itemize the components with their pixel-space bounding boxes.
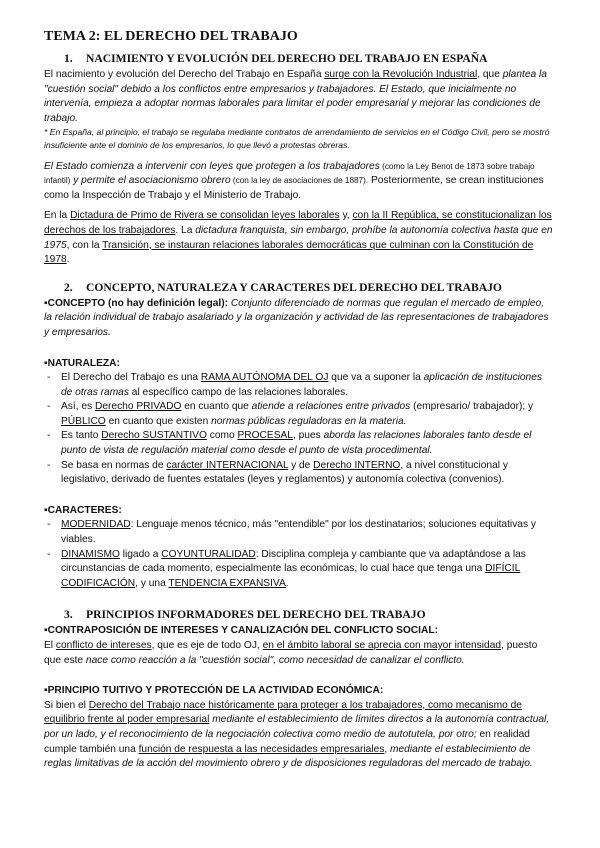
italic-text: aborda las relaciones laborales tanto desde el punto de vista de regulación material como desde el punto de vista procedimental. bbox=[61, 430, 532, 457]
text-run: , a nivel constitucional y legislativo, derivado de fuentes estatales (leyes y reglamentos) y autonomía colectiva (convenios). bbox=[61, 459, 508, 486]
underlined-text: DIFÍCIL CODIFICACIÓN bbox=[61, 563, 521, 589]
italic-text: plantea la "cuestión social" debido a los conflictos entre empresarios y trabajadores. El Estado, que inicialmente no intervenía, empieza a adoptar normas laborales para limitar el poder empresarial y mejorar las condiciones de trabajo. bbox=[44, 69, 547, 124]
italic-text: normas públicas reguladoras en la materia. bbox=[211, 415, 407, 427]
list-item bbox=[44, 518, 554, 547]
text-run: El bbox=[44, 640, 56, 651]
contraposicion-label: ▪CONTRAPOSICIÓN DE INTERESES Y CANALIZACIÓN DEL CONFLICTO SOCIAL: bbox=[44, 625, 438, 637]
s1-paragraph-1 bbox=[44, 68, 554, 126]
text-run: En la bbox=[44, 210, 71, 222]
underlined-text: Derecho SUSTANTIVO bbox=[101, 430, 207, 442]
concepto-label: ▪CONCEPTO (no hay definición legal): bbox=[44, 297, 228, 309]
concepto-paragraph bbox=[44, 297, 554, 341]
small-text: (con la ley de asociaciones de 1887). bbox=[230, 176, 369, 186]
underlined-text: surge con la Revolución Industrial bbox=[324, 69, 478, 80]
underlined-text: conflicto de intereses bbox=[55, 640, 152, 651]
italic-text: aplicación de instituciones de otras ramas bbox=[61, 372, 542, 398]
text-run: y, bbox=[339, 210, 353, 222]
italic-text: mediante el establecimiento de reglas limitativas de la acción del movimiento obrero y de disposiciones reguladoras del mercado de trabajo. bbox=[44, 743, 533, 770]
underlined-text: RAMA AUTÓNOMA DEL OJ bbox=[200, 372, 329, 384]
section-3-title: PRINCIPIOS INFORMADORES DEL DERECHO DEL TRABAJO bbox=[86, 608, 426, 622]
section-3-heading bbox=[44, 607, 554, 622]
document-page bbox=[44, 28, 554, 772]
underlined-text: en el ámbito laboral se aprecia con mayor intensidad bbox=[262, 640, 502, 651]
contraposicion-paragraph bbox=[44, 639, 554, 668]
text-run: en cuanto que existen bbox=[105, 415, 212, 427]
text-run: ligado a bbox=[119, 548, 162, 560]
underlined-text: carácter INTERNACIONAL bbox=[166, 459, 289, 471]
underlined-text: Derecho del Trabajo nace históricamente para proteger a los trabajadores, como mecanismo de equilibrio frente al poder empresarial bbox=[44, 699, 522, 726]
text-run: que va a suponer la bbox=[328, 372, 424, 384]
text-run: (empresario/ trabajador); y bbox=[410, 401, 534, 413]
text-run: Posteriormente, se crean instituciones como la Inspección de Trabajo y el Ministerio de Trabajo. bbox=[44, 175, 544, 201]
section-2-number: 2. bbox=[64, 280, 73, 294]
text-run: El Derecho del Trabajo es una bbox=[61, 372, 201, 384]
s1-paragraph-3 bbox=[44, 209, 554, 267]
text-run: en cuanto que bbox=[181, 401, 252, 413]
naturaleza-label: ▪NATURALEZA: bbox=[44, 357, 120, 369]
tuitivo-label: ▪PRINCIPIO TUITIVO Y PROTECCIÓN DE LA ACTIVIDAD ECONÓMICA: bbox=[44, 685, 384, 697]
underlined-text: DINAMISMO bbox=[61, 548, 120, 560]
text-run: , que es eje de todo OJ, bbox=[151, 640, 263, 651]
list-item bbox=[44, 429, 554, 458]
italic-text: atiende a relaciones entre privados bbox=[251, 401, 411, 413]
text-run: al específico campo de las relaciones laborales. bbox=[128, 386, 349, 398]
caracteres-label: ▪CARACTERES: bbox=[44, 504, 122, 516]
text-run: Se basa en normas de bbox=[61, 459, 167, 471]
text-run: , que bbox=[477, 69, 503, 80]
section-3-number: 3. bbox=[64, 608, 73, 622]
section-1-number: 1. bbox=[64, 52, 73, 65]
text-run: como bbox=[206, 430, 238, 442]
underlined-text: función de respuesta a las necesidades empresariales bbox=[138, 743, 385, 755]
document-title: TEMA 2: EL DERECHO DEL TRABAJO bbox=[44, 29, 298, 44]
text-run: : Lenguaje menos técnico, más "entendible" por los destinatarios; soluciones equitativas y viables. bbox=[61, 519, 536, 546]
section-1-heading bbox=[44, 51, 554, 66]
italic-text: nace como reacción a la "cuestión social", como necesidad de canalizar el conflicto. bbox=[85, 654, 465, 666]
underlined-text: COYUNTURALIDAD bbox=[161, 548, 256, 560]
underlined-text: PÚBLICO bbox=[61, 415, 106, 427]
underlined-text: TENDENCIA EXPANSIVA bbox=[168, 577, 286, 589]
section-2-title: CONCEPTO, NATURALEZA Y CARACTERES DEL DERECHO DEL TRABAJO bbox=[86, 280, 502, 294]
italic-text: dictadura franquista, sin embargo, prohíbe la autonomía colectiva hasta que en 1975 bbox=[44, 224, 553, 251]
text-run: Es tanto bbox=[61, 430, 102, 442]
text-run: . bbox=[66, 254, 70, 266]
text-run: , bbox=[384, 743, 391, 755]
list-item bbox=[44, 371, 554, 400]
text-run: Si bien el bbox=[44, 699, 89, 711]
naturaleza-list bbox=[44, 371, 554, 488]
list-item bbox=[44, 548, 554, 592]
text-run: , puesto que este bbox=[44, 640, 538, 666]
caracteres-list bbox=[44, 518, 554, 591]
text-run: El nacimiento y evolución del Derecho del Trabajo en España bbox=[44, 69, 325, 80]
italic-text: El Estado comienza a intervenir con leyes que protegen a los trabajadores bbox=[44, 160, 380, 172]
text-run: , y una bbox=[135, 577, 169, 589]
text-run: , pues bbox=[292, 430, 324, 442]
list-item bbox=[44, 459, 554, 488]
text-run: , con la bbox=[66, 239, 103, 251]
text-run: . bbox=[285, 577, 289, 589]
list-item bbox=[44, 400, 554, 429]
text-run: y de bbox=[288, 459, 314, 471]
italic-text: Conjunto diferenciado de normas que regulan el mercado de empleo, la relación individual de trabajo asalariado y la organización y actividad de las representaciones de trabajadores y empresarios. bbox=[44, 297, 549, 338]
underlined-text: PROCESAL bbox=[237, 430, 293, 442]
italic-text: y permite el asociacionismo obrero bbox=[70, 175, 231, 187]
italic-text: mediante el establecimiento de límites directos a la autonomía contractual, por un lado, y el reconocimiento de la negociación colectiva como medio de autotutela, por otro; bbox=[44, 714, 550, 740]
s1-footnote: * En España, al principio, el trabajo se regulaba mediante contratos de arrendamiento de servicios en el Código Civil, pero se mostró insuficiente ante el dominio de los empresarios, lo que llevó a protestas obreras. bbox=[44, 127, 550, 150]
text-run: en realidad cumple también una bbox=[44, 728, 530, 755]
underlined-text: Transición, se instauran relaciones laborales democráticas que culminan con la Constitución de 1978 bbox=[44, 239, 534, 266]
text-run: Así, es bbox=[61, 401, 95, 413]
s1-paragraph-2 bbox=[44, 160, 554, 204]
underlined-text: Derecho INTERNO bbox=[313, 459, 401, 471]
underlined-text: Dictadura de Primo de Rivera se consolidan leyes laborales bbox=[70, 210, 340, 222]
underlined-text: Derecho PRIVADO bbox=[94, 401, 182, 413]
section-1-title: NACIMIENTO Y EVOLUCIÓN DEL DERECHO DEL TRABAJO EN ESPAÑA bbox=[86, 52, 488, 65]
tuitivo-paragraph bbox=[44, 699, 554, 772]
text-run: : Disciplina compleja y cambiante que va adaptándose a las circunstancias de cada momento, especialmente las económicas, lo cual hace que tenga una bbox=[61, 548, 526, 575]
underlined-text: con la II República, se constitucionalizan los derechos de los trabajadores bbox=[44, 210, 552, 236]
text-run: . La bbox=[175, 224, 196, 236]
small-text: (como la Ley Benot de 1873 sobre trabajo infantil) bbox=[44, 161, 535, 186]
section-2-heading bbox=[44, 280, 554, 295]
underlined-text: MODERNIDAD bbox=[61, 519, 131, 531]
